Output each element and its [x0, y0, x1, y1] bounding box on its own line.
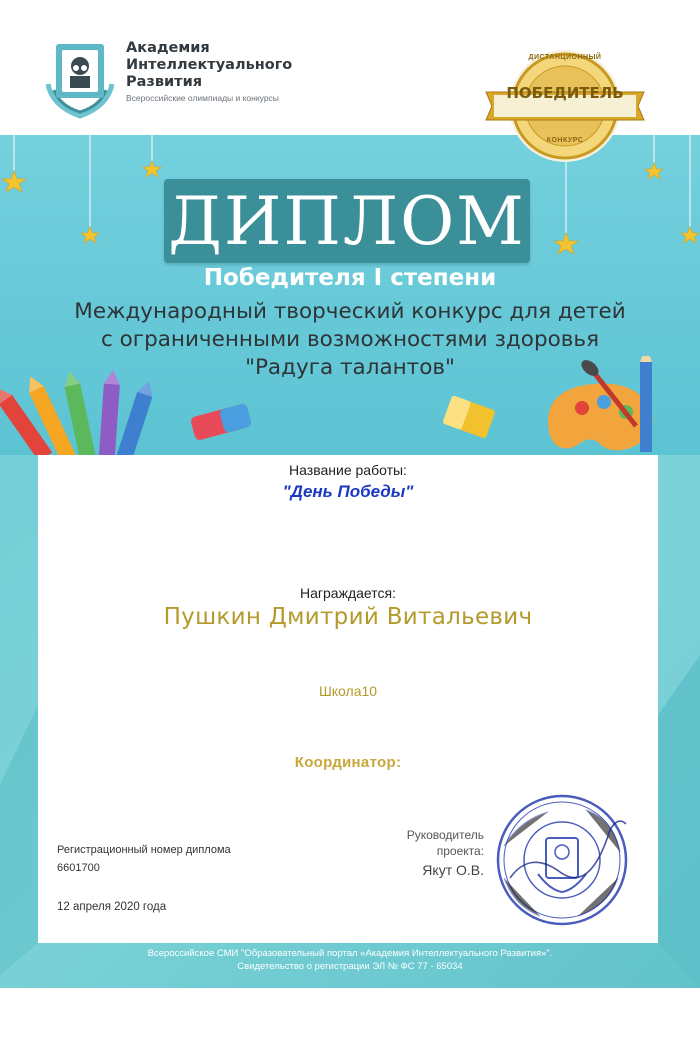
signature-role-line: Руководитель: [406, 828, 484, 842]
medal-bottom-text: КОНКУРС: [546, 137, 584, 144]
crayons-decoration: [0, 370, 160, 460]
organization-tagline: Всероссийские олимпиады и конкурсы: [126, 93, 279, 103]
star-icon: [2, 171, 26, 192]
issue-date: 12 апреля 2020 года: [57, 901, 167, 913]
work-title: "День Победы": [282, 482, 414, 501]
medal-top-text: ДИСТАНЦИОННЫЙ: [528, 54, 602, 61]
medal-ribbon-text: ПОБЕДИТЕЛЬ: [506, 84, 624, 102]
eraser-icon: [186, 400, 256, 444]
star-icon: [681, 227, 699, 243]
organization-name-line: Развития: [126, 74, 203, 90]
footer-line: Свидетельство о регистрации ЭЛ № ФС 77 - 65034: [237, 961, 463, 972]
organization-name-line: Академия: [126, 40, 210, 56]
organization-name-line: Интеллектуального: [126, 57, 293, 73]
work-label: Название работы:: [289, 462, 407, 478]
awardee-name: Пушкин Дмитрий Витальевич: [163, 604, 533, 630]
academy-logo-icon: [42, 40, 118, 120]
signature-name: Якут О.В.: [422, 862, 484, 878]
school-name: Школа10: [318, 683, 378, 699]
sharpener-icon: [438, 392, 500, 442]
contest-description-line: "Радуга талантов": [245, 355, 455, 380]
diploma-degree: Победителя I степени: [203, 265, 497, 291]
footer-strip: [0, 988, 700, 1040]
star-icon: [81, 227, 99, 243]
coordinator-label: Координатор:: [294, 754, 402, 771]
organization-name: [126, 40, 292, 91]
registration-label: Регистрационный номер диплома: [57, 844, 231, 856]
signature-role-line: проекта:: [436, 844, 484, 858]
signature-role: [376, 827, 484, 859]
palette-icon: [540, 356, 690, 456]
contest-description-line: Международный творческий конкурс для детей: [74, 299, 626, 324]
awarded-label: Награждается:: [300, 585, 396, 601]
star-icon: [143, 161, 161, 177]
diploma-title: ДИПЛОМ: [168, 183, 526, 260]
registration-number: 6601700: [57, 862, 100, 874]
footer-line: Всероссийское СМИ "Образовательный портал «Академия Интеллектуального Развития»".: [147, 948, 553, 959]
contest-description-line: с ограниченными возможностями здоровья: [100, 327, 600, 352]
footer-text: [0, 947, 700, 973]
official-stamp-icon: [490, 790, 640, 928]
star-icon: [554, 233, 578, 254]
